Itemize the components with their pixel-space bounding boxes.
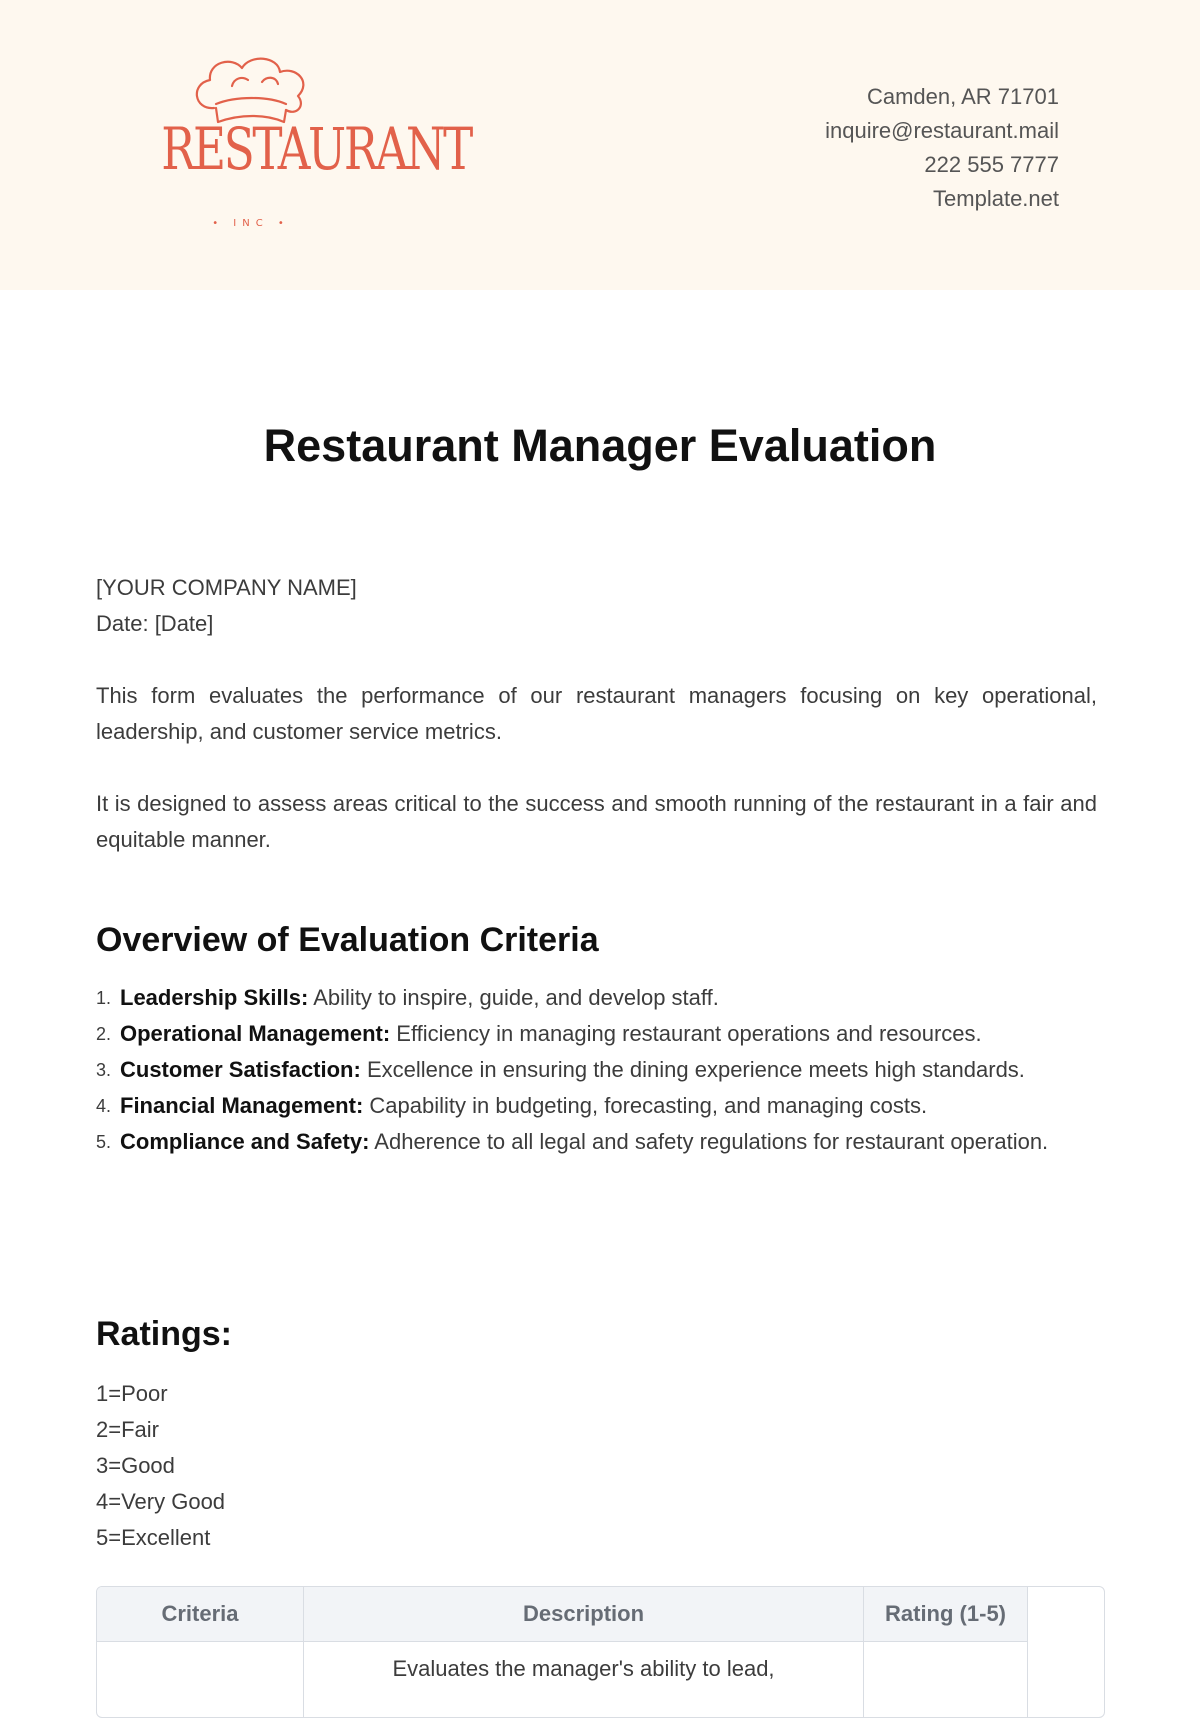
contact-phone: 222 555 7777: [825, 148, 1059, 182]
table-cell-rating[interactable]: [864, 1642, 1028, 1718]
table-cell-description: Evaluates the manager's ability to lead,: [304, 1642, 864, 1718]
table-header-row: [97, 1587, 1028, 1642]
logo-subtext: • INC •: [136, 218, 366, 229]
evaluation-table: [96, 1586, 1105, 1718]
column-header-criteria: Criteria: [97, 1587, 304, 1642]
criteria-label: Customer Satisfaction:: [120, 1057, 361, 1082]
logo-wordmark: RESTAURANT: [161, 120, 340, 178]
criteria-item: [96, 1088, 1073, 1124]
ratings-scale: [96, 1376, 225, 1556]
evaluation-grid: [97, 1587, 1028, 1718]
criteria-number: 2.: [96, 1016, 111, 1052]
ratings-heading: Ratings:: [96, 1312, 232, 1356]
criteria-text: Ability to inspire, guide, and develop staff.: [313, 985, 719, 1010]
criteria-label: Operational Management:: [120, 1021, 390, 1046]
contact-block: [825, 80, 1059, 216]
criteria-heading: Overview of Evaluation Criteria: [96, 918, 599, 962]
document-body: [96, 570, 1097, 858]
contact-address: Camden, AR 71701: [825, 80, 1059, 114]
table-cell-criteria[interactable]: [97, 1642, 304, 1718]
criteria-number: 4.: [96, 1088, 111, 1124]
criteria-number: 5.: [96, 1124, 111, 1160]
criteria-number: 3.: [96, 1052, 111, 1088]
criteria-item: [96, 980, 1073, 1016]
criteria-item: [96, 1016, 1073, 1052]
company-name: [YOUR COMPANY NAME]: [96, 570, 1097, 606]
criteria-label: Financial Management:: [120, 1093, 363, 1118]
contact-email[interactable]: inquire@restaurant.mail: [825, 114, 1059, 148]
restaurant-logo: [136, 52, 366, 242]
criteria-item: [96, 1124, 1073, 1160]
rating-level: 1=Poor: [96, 1376, 225, 1412]
intro-paragraph-1: This form evaluates the performance of our restaurant managers focusing on key operational, leadership, and customer service metrics.: [96, 678, 1097, 750]
document-title: Restaurant Manager Evaluation: [0, 418, 1200, 474]
table-row: [97, 1642, 1028, 1718]
criteria-text: Adherence to all legal and safety regulations for restaurant operation.: [374, 1129, 1048, 1154]
criteria-label: Leadership Skills:: [120, 985, 308, 1010]
rating-level: 4=Very Good: [96, 1484, 225, 1520]
criteria-text: Excellence in ensuring the dining experience meets high standards.: [367, 1057, 1025, 1082]
contact-website[interactable]: Template.net: [825, 182, 1059, 216]
criteria-label: Compliance and Safety:: [120, 1129, 369, 1154]
rating-level: 3=Good: [96, 1448, 225, 1484]
criteria-text: Capability in budgeting, forecasting, and managing costs.: [369, 1093, 927, 1118]
criteria-list: [96, 980, 1073, 1160]
criteria-text: Efficiency in managing restaurant operations and resources.: [396, 1021, 981, 1046]
intro-paragraph-2: It is designed to assess areas critical to the success and smooth running of the restaurant in a fair and equitable manner.: [96, 786, 1097, 858]
date-line: Date: [Date]: [96, 606, 1097, 642]
rating-level: 5=Excellent: [96, 1520, 225, 1556]
letterhead: [0, 0, 1200, 290]
criteria-item: [96, 1052, 1073, 1088]
column-header-description: Description: [304, 1587, 864, 1642]
criteria-number: 1.: [96, 980, 111, 1016]
rating-level: 2=Fair: [96, 1412, 225, 1448]
column-header-rating: Rating (1-5): [864, 1587, 1028, 1642]
